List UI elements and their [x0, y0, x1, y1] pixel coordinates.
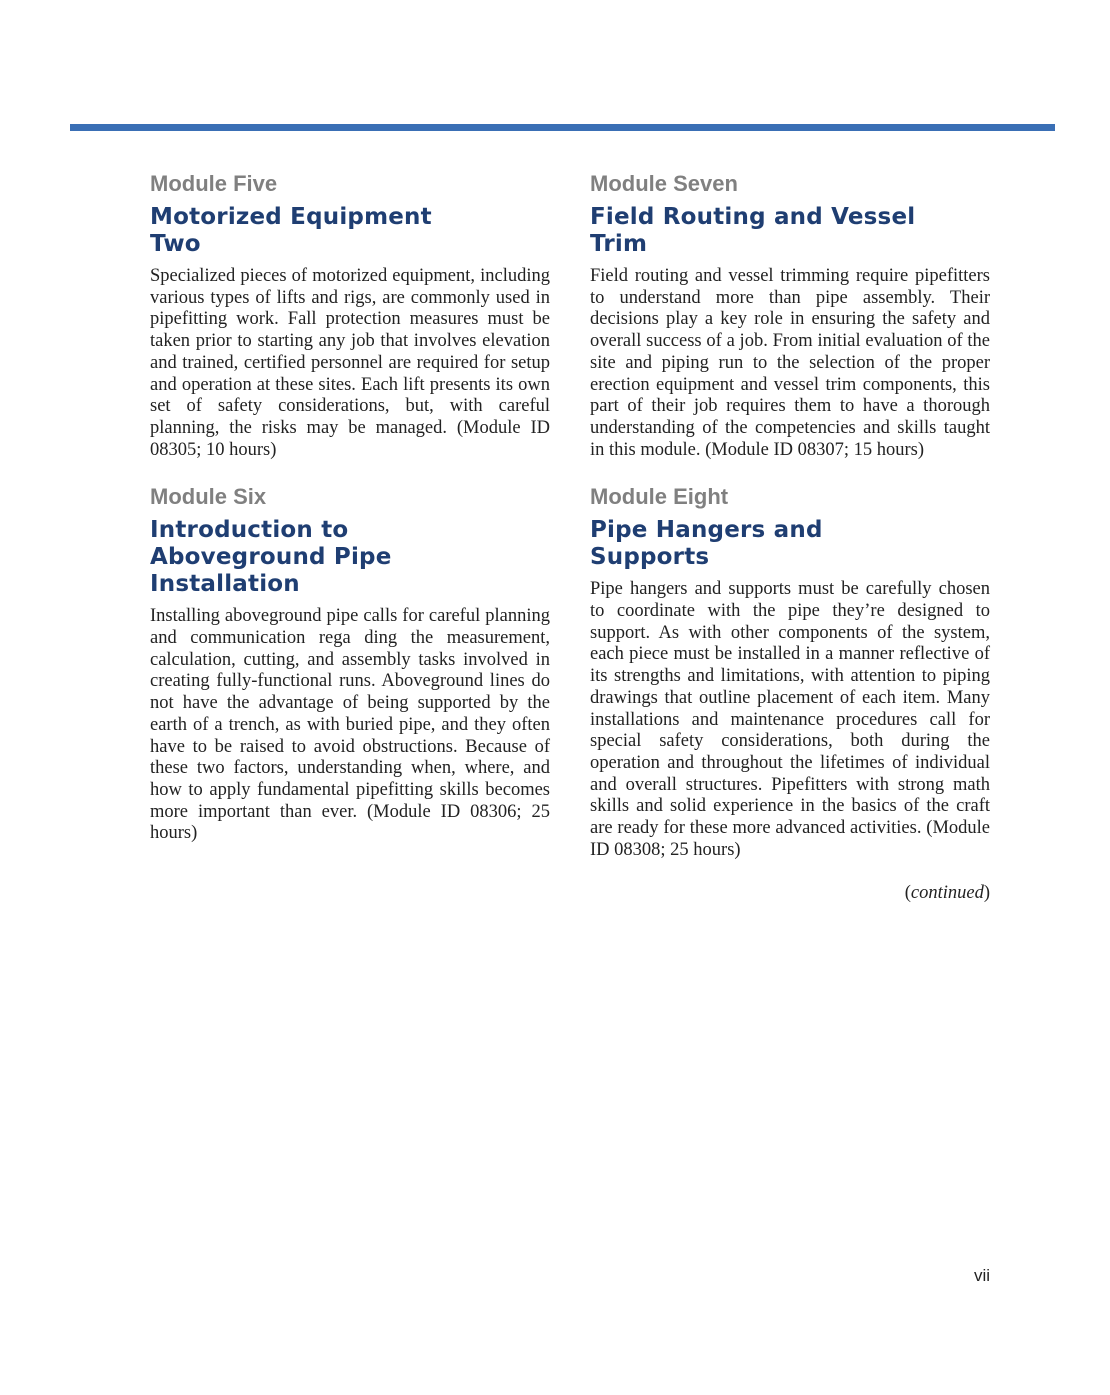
module-title: Introduction to Aboveground Pipe Installation: [150, 517, 392, 598]
continued-word: continued: [910, 883, 984, 904]
continued-note: [590, 883, 990, 904]
module-description: Installing aboveground pipe calls for careful planning and communication rega ding the measurement, calculation, cutting, and assembly tasks involved in creating fully-functional runs. Aboveground lines do not have the advantage of being supported by the earth of a trench, as with buried pipe, and they often have to be raised to avoid obstructions. Because of these two factors, understanding when, where, and how to apply fundamental pipefitting skills becomes more important than ever. (Module ID 08306; 25 hours): [150, 606, 550, 844]
module-five: [150, 170, 550, 461]
module-title: Pipe Hangers and Supports: [590, 517, 823, 571]
module-label: Module Eight: [590, 484, 729, 510]
module-six: [150, 483, 550, 845]
continued-close: ): [983, 883, 990, 904]
right-column: [590, 170, 990, 904]
continued-open: (: [904, 883, 911, 904]
module-description: Field routing and vessel trimming require pipefitters to understand more than pipe assembly. Their decisions play a key role in ensuring the safety and overall success of a job. From initial evaluation of the site and piping run to the selection of the proper erection equipment and vessel trim components, this part of their job requires them to have a thorough understanding of the competencies and skills taught in this module. (Module ID 08307; 15 hours): [590, 266, 990, 460]
module-title: Field Routing and Vessel Trim: [590, 204, 916, 257]
header-rule: [70, 124, 1055, 131]
left-column: [150, 170, 550, 867]
module-label: Module Six: [150, 484, 267, 510]
module-label: Module Seven: [590, 171, 738, 196]
module-seven: [590, 170, 990, 461]
module-title: Motorized Equipment Two: [150, 204, 432, 257]
module-eight: [590, 483, 990, 861]
page-number: vii: [973, 1266, 990, 1285]
module-description: Specialized pieces of motorized equipment, including various types of lifts and rigs, are commonly used in pipefitting work. Fall protection measures must be taken prior to starting any job that involves elevation and trained, certified personnel are required for setup and operation at these sites. Each lift presents its own set of safety considerations, but, with careful planning, the risks may be managed. (Module ID 08305; 10 hours): [150, 266, 550, 460]
module-label: Module Five: [150, 171, 278, 196]
module-description: Pipe hangers and supports must be carefully chosen to coordinate with the pipe they’re designed to support. As with other components of the system, each piece must be installed in a manner reflective of its strengths and limitations, with attention to piping drawings that outline placement of each item. Many installations and maintenance procedures call for special safety considerations, both during the operation and throughout the lifetimes of individual and overall structures. Pipefitters with strong math skills and solid experience in the basics of the craft are ready for these more advanced activities. (Module ID 08308; 25 hours): [590, 579, 990, 860]
